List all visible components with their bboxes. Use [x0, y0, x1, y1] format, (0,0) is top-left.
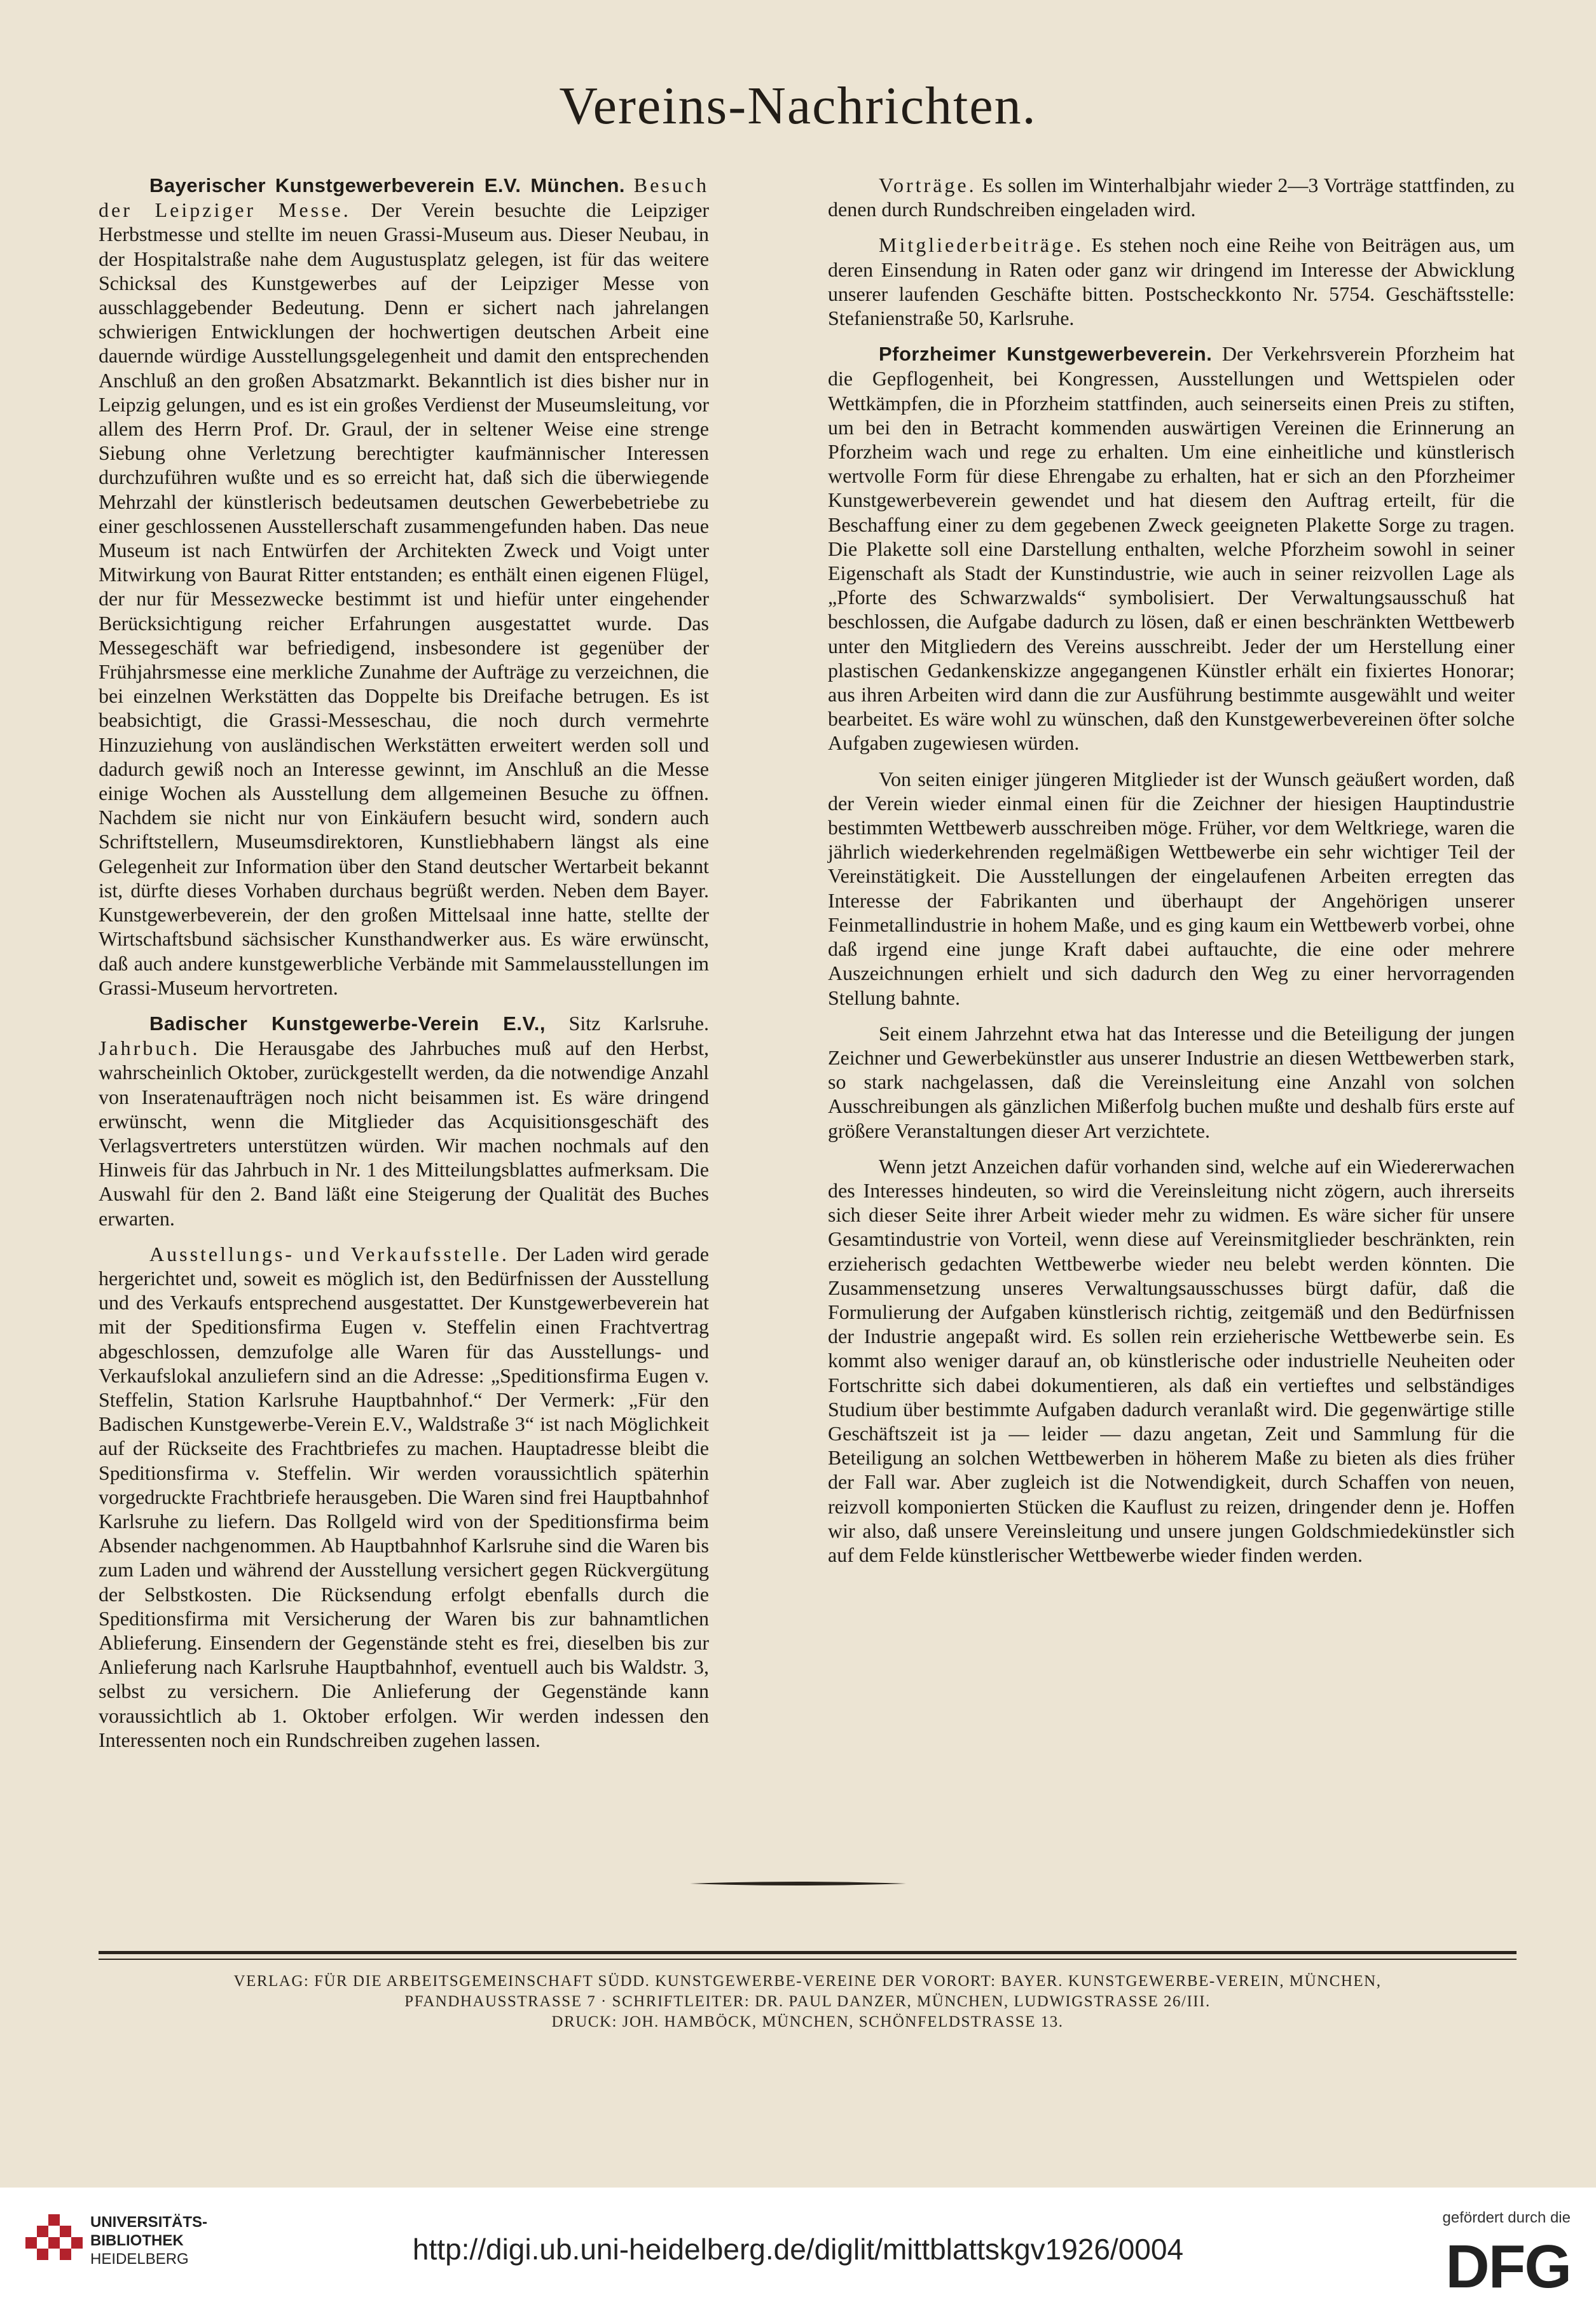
left-column: [99, 173, 709, 1763]
imprint-line-3: DRUCK: JOH. HAMBÖCK, MÜNCHEN, SCHÖNFELDSTRASSE 13.: [551, 2013, 1064, 2030]
double-rule-top: [99, 1951, 1517, 1954]
imprint-line-2: PFANDHAUSSTRASSE 7 · SCHRIFTLEITER: DR. PAUL DANZER, MÜNCHEN, LUDWIGSTRASSE 26/III.: [404, 1993, 1211, 2010]
library-name-line: HEIDELBERG: [90, 2250, 189, 2268]
digitization-footer: [0, 2188, 1596, 2302]
section-mitgliederbeitraege: [828, 233, 1515, 330]
article-text: Es sollen im Winterhalbjahr wieder 2—3 Vorträge stattfinden, zu denen durch Rundschreiben eingeladen wird.: [828, 174, 1515, 221]
right-column: [828, 173, 1515, 1578]
article-text: Der Verein besuchte die Leipziger Herbstmesse und stellte im neuen Grassi-Museum aus. Dieser Neubau, in der Hospitalstraße nahe dem Augustusplatz gelegen, ist für das weitere Schicksal des Kunstgewerbes auf der Leipziger Messe von ausschlaggebender Bedeutung. Denn er sichert nach jahrelangen schwierigen Entwicklungen der hochwertigen deutschen Arbeit eine dauernde würdige Ausstellungsgelegenheit und damit den entsprechenden Anschluß an den großen Absatzmarkt. Bekanntlich ist dies bisher nur in Leipzig gelungen, und es ist ein großes Verdienst der Museumsleitung, vor allem des Herrn Prof. Dr. Graul, der in seltener Weise eine strenge Siebung ohne Verletzung berechtigter kaufmännischer Interessen durchzuführen wußte und es so erreicht hat, daß sich die überwiegende Mehrzahl der künstlerisch bedeutsamen deutschen Gewerbebetriebe zu einer geschlossenen Ausstellerschaft zusammengefunden haben. Das neue Museum ist nach Entwürfen der Architekten Zweck und Voigt unter Mitwirkung von Baurat Ritter entstanden; es enthält einen eigenen Flügel, der nur für Messezwecke bestimmt ist und hiefür unter eingehender Berücksichtigung reicher Erfahrungen ausgestattet wurde. Das Messegeschäft war befriedigend, insbesondere ist gegenüber der Frühjahrsmesse eine merkliche Zunahme der Aufträge zu verzeichnen, die bei einzelnen Werkstätten das Doppelte bis Dreifache betrugen. Es ist beabsichtigt, die Grassi-Messeschau, die noch durch vermehrte Hinzuziehung von ausländischen Werkstätten erweitert werden soll und dadurch gewiß noch an Interesse gewinnt, im Anschluß an die Messe einige Wochen als Ausstellung dem allgemeinen Besuche zu öffnen. Nachdem sie nicht nur von Einkäufern besucht wird, sondern auch Schriftstellern, Museumsdirektoren, Kunstliebhabern längst als eine Gelegenheit zur Information über den Stand deutscher Wertarbeit bekannt ist, dürfte dieses Vorhaben durchaus begrüßt werden. Neben dem Bayer. Kunstgewerbeverein, der den großen Mittelsaal inne hatte, stellte der Wirtschaftsbund sächsischer Kunsthandwerker aus. Es wäre erwünscht, daß auch andere kunstgewerbliche Verbände mit Sammelausstellungen im Grassi-Museum hervortreten.: [99, 198, 710, 999]
section-ausstellungs-verkaufsstelle: [99, 1242, 709, 1752]
section-vortraege: [828, 173, 1515, 221]
article-heading: Badischer Kunstgewerbe-Verein E.V.,: [149, 1012, 546, 1035]
section-subheading: Jahrbuch.: [99, 1037, 200, 1060]
article-heading: Pforzheimer Kunstgewerbeverein.: [879, 343, 1213, 366]
funding-caption: gefördert durch die: [1442, 2209, 1571, 2226]
article-text: Von seiten einiger jüngeren Mitglieder ist der Wunsch geäußert worden, daß der Verein wieder einmal einen für die Zeichner der hiesigen Hauptindustrie bestimmten Wettbewerb ausschreiben möge. Früher, vor dem Weltkriege, waren die jährlich wiederkehrenden regelmäßigen Wettbewerbe ein sehr wichtiger Teil der Vereinstätigkeit. Die Ausstellungen der eingelaufenen Arbeiten erregten das Interesse der Fabrikanten und überhaupt der Angehörigen unserer Feinmetallindustrie in hohem Maße, und es ging kaum ein Wettbewerb vorbei, ohne daß irgend eine junge Kraft dabei auftauchte, die eine oder mehrere Auszeichnungen erhielt und sich dadurch den Weg zu einer hervorragenden Stellung bahnte.: [828, 767, 1515, 1009]
page-title: Vereins-Nachrichten.: [559, 76, 1037, 135]
section-subheading: Besuch der Leipziger Messe.: [99, 174, 709, 222]
article-text: Die Herausgabe des Jahrbuches muß auf den Herbst, wahrscheinlich Oktober, zurückgestellt werden, da die notwendige Anzahl von Inseratenaufträgen noch nicht beisammen ist. Es wäre dringend erwünscht, wenn die Mitglieder das Acquisitionsgeschäft des Verlagsvertreters unterstützen würden. Wir machen nochmals auf den Hinweis für das Jahrbuch in Nr. 1 des Mitteilungsblattes aufmerksam. Die Auswahl für den 2. Band läßt eine Steigerung der Qualität des Buches erwarten.: [99, 1037, 710, 1230]
article-pforzheimer-kunstgewerbeverein: [828, 341, 1515, 755]
paragraph: [828, 767, 1515, 1010]
article-heading: Bayerischer Kunstgewerbeverein E.V. München.: [149, 174, 626, 196]
paragraph: [828, 1021, 1515, 1143]
dfg-logo: DFG: [1445, 2233, 1571, 2301]
article-text: Der Laden wird gerade hergerichtet und, soweit es möglich ist, den Bedürfnissen der Ausstellung und des Verkaufs entsprechend ausgestattet. Der Kunstgewerbeverein hat mit der Speditionsfirma Eugen v. Steffelin einen Frachtvertrag abgeschlossen, demzufolge alle Waren für das Ausstellungs- und Verkaufslokal anzuliefern sind an die Adresse: „Speditionsfirma Eugen v. Steffelin, Station Karlsruhe Hauptbahnhof.“ Der Vermerk: „Für den Badischen Kunstgewerbe-Verein E.V., Waldstraße 3“ ist nach Möglichkeit auf der Rückseite des Frachtbriefes zu machen. Hauptadresse bleibt die Speditionsfirma v. Steffelin. Wir werden voraussichtlich späterhin vorgedruckte Frachtbriefe herausgeben. Die Waren sind frei Hauptbahnhof Karlsruhe zu liefern. Das Rollgeld wird von der Speditionsfirma beim Absender nachgenommen. Ab Hauptbahnhof Karlsruhe sind die Waren bis zum Laden und während der Ausstellung versichert gegen Rückvergütung der Selbstkosten. Die Rücksendung erfolgt ebenfalls durch die Speditionsfirma mit Versicherung der Waren bis zur bahnamtlichen Ablieferung. Einsendern der Gegenstände steht es frei, dieselben bis zur Anlieferung nach Karlsruhe Hauptbahnhof, eventuell auch bis Waldstr. 3, selbst zu versichern. Die Anlieferung der Gegenstände kann voraussichtlich ab 1. Oktober erfolgen. Wir werden indessen den Interessenten noch ein Rundschreiben zugehen lassen.: [99, 1242, 709, 1751]
imprint-line-1: VERLAG: FÜR DIE ARBEITSGEMEINSCHAFT SÜDD. KUNSTGEWERBE-VEREINE DER VORORT: BAYER. KUNSTGEWERBE-VEREIN, MÜNCHEN,: [233, 1973, 1382, 1990]
ornament-divider: [690, 1881, 906, 1886]
article-bayerischer-kunstgewerbeverein: [99, 173, 709, 1000]
article-heading-rest: Sitz Karlsruhe.: [568, 1011, 710, 1035]
article-text: Seit einem Jahrzehnt etwa hat das Interesse und die Beteiligung der jungen Zeichner und Gewerbekünstler aus unserer Industrie an diesen Wettbewerben stark, so stark nachgelassen, daß die Vereinsleitung eine Anzahl von solchen Ausschreibungen als gänzlichen Mißerfolg buchen mußte und deshalb fürs erste auf größere Veranstaltungen dieser Art verzichtete.: [828, 1021, 1515, 1142]
paragraph: [828, 1154, 1515, 1567]
double-rule-bottom: [99, 1959, 1517, 1960]
library-name-line: UNIVERSITÄTS-: [90, 2214, 208, 2231]
article-text: Es stehen noch eine Reihe von Beiträgen aus, um deren Einsendung in Raten oder ganz wir dringend im Interesse der Abwicklung unserer laufenden Geschäfte bitten. Postscheckkonto Nr. 5754. Geschäftsstelle: Stefanienstraße 50, Karlsruhe.: [828, 233, 1515, 330]
article-text: Der Verkehrsverein Pforzheim hat die Gepflogenheit, bei Kongressen, Ausstellungen und Wettspielen oder Wettkämpfen, die in Pforzheim stattfinden, auch seinerseits einen Preis zu stiften, um bei den in Betracht kommenden auswärtigen Vereinen die Erinnerung an Pforzheim wach und rege zu erhalten. Um eine einheitliche und künstlerisch wertvolle Form für diese Ehrengabe zu erhalten, hat er sich an den Pforzheimer Kunstgewerbeverein gewendet und hat diesem den Auftrag erteilt, für die Beschaffung einer zu dem gegebenen Zweck geeigneten Plakette Sorge zu tragen. Die Plakette soll eine Darstellung enthalten, welche Pforzheim sowohl in seiner Eigenschaft als Stadt der Kunstindustrie, wie auch in seiner reizvollen Lage als „Pforte des Schwarzwalds“ symbolisiert. Der Verwaltungsausschuß hat beschlossen, die Aufgabe dadurch zu lösen, daß er einen beschränkten Wettbewerb unter den Mitgliedern des Vereins ausschreibt. Jeder der um Herstellung einer plastischen Gedankenskizze angegangenen Künstler erhält ein fixiertes Honorar; aus ihren Arbeiten wird dann die zur Ausführung bestimmte ausgewählt und weiter bearbeitet. Es wäre wohl zu wünschen, daß den Kunstgewerbevereinen öfter solche Aufgaben zugewiesen würden.: [828, 342, 1515, 755]
permalink-url[interactable]: http://digi.ub.uni-heidelberg.de/diglit/mittblattskgv1926/0004: [412, 2233, 1184, 2266]
section-subheading: Vorträge.: [879, 174, 977, 196]
article-badischer-kunstgewerbe-verein: [99, 1011, 709, 1230]
section-subheading: Mitgliederbeiträge.: [879, 233, 1084, 257]
article-text: Wenn jetzt Anzeichen dafür vorhanden sind, welche auf ein Wiedererwachen des Interesses hindeuten, so wird die Vereinsleitung nicht zögern, auch ihrerseits sich dieser Seite ihrer Arbeit wieder mehr zu widmen. Es wäre sicher für unsere Gesamtindustrie von Vorteil, wenn diese auf Vereinsmitglieder beschränkten, rein erzieherisch gedachten Wettbewerbe wieder neu belebt werden könnten. Die Zusammensetzung unseres Verwaltungsausschusses bürgt dafür, daß die Formulierung der Aufgaben künstlerisch richtig, zeitgemäß und den Bedürfnissen der Industrie angepaßt wird. Es sollen rein erzieherische Wettbewerbe sein. Es kommt also weniger darauf an, ob künstlerische oder industrielle Neuheiten oder Fortschritte sich dabei dokumentieren, als daß ein vertieftes und selbständiges Studium über bestimmte Aufgaben dadurch veranlaßt wird. Die gegenwärtige stille Geschäftszeit ist ja — leider — dazu angetan, Zeit und Sammlung für die Beteiligung an solchen Wettbewerben in höherem Maße zu bieten als dies früher der Fall war. Aber zugleich ist die Notwendigkeit, durch Schaffen von neuen, reizvoll komponierten Stücken die Kauflust zu reizen, dringender denn je. Hoffen wir also, daß unsere Vereinsleitung und unsere jungen Goldschmiedekünstler sich auf dem Felde künstlerischer Wettbewerbe wieder finden werden.: [828, 1154, 1515, 1566]
section-subheading: Ausstellungs- und Verkaufsstelle.: [149, 1242, 509, 1265]
library-name-line: BIBLIOTHEK: [90, 2232, 184, 2249]
